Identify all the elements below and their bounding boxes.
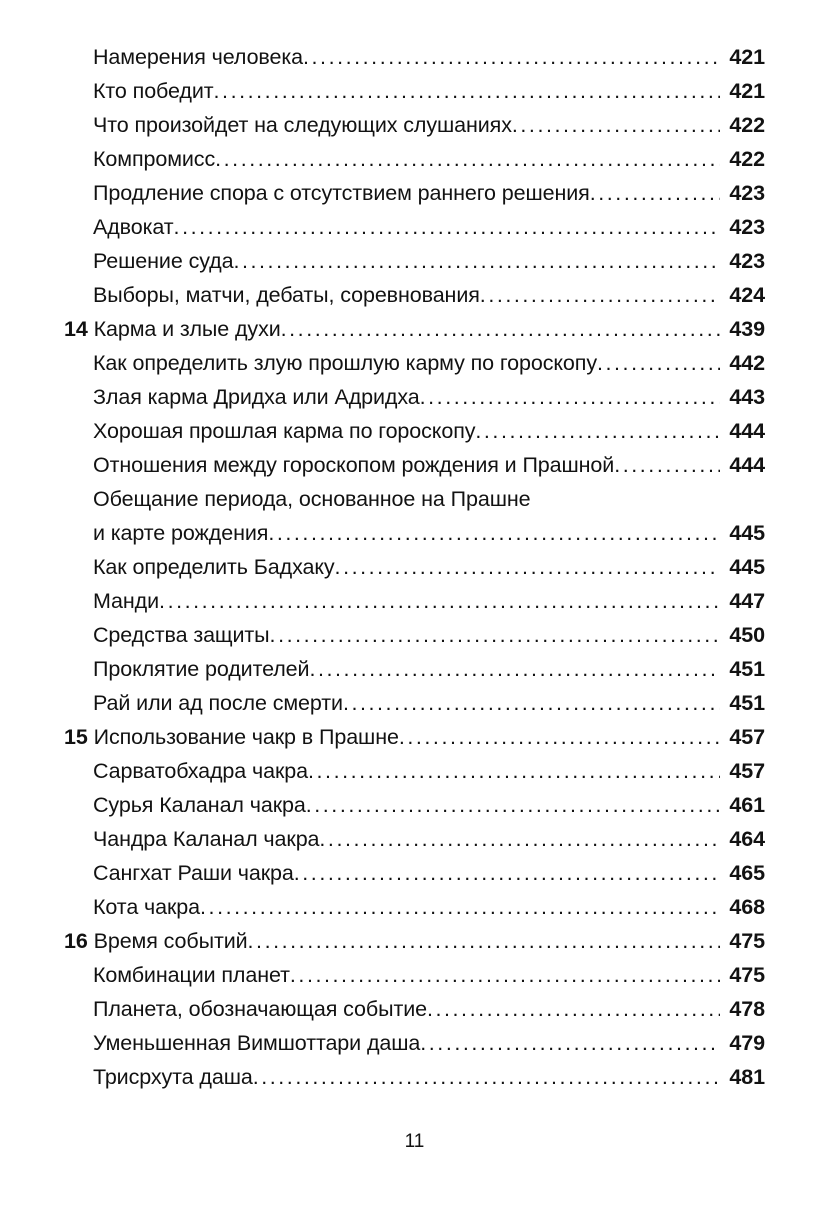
toc-section-entry[interactable] [0,346,829,380]
toc-entry-page-number: 450 [729,623,765,647]
toc-section-entry[interactable] [0,414,829,448]
dot-leader [290,965,720,987]
toc-entry-title: Средства защиты [93,623,270,647]
toc-entry-title: Рай или ад после смерти [93,691,343,715]
dot-leader [214,81,720,103]
dot-leader [343,693,720,715]
toc-section-entry[interactable] [0,686,829,720]
toc-entry-title: и карте рождения [93,521,269,545]
toc-entry-page-number: 443 [729,385,765,409]
toc-section-entry[interactable] [0,856,829,890]
toc-entry-page-number: 423 [729,249,765,273]
dot-leader [597,353,720,375]
toc-chapter-number: 16 [64,929,88,953]
toc-entry-page-number: 447 [729,589,765,613]
toc-entry-title: Выборы, матчи, дебаты, соревнования [93,283,480,307]
toc-entry-page-number: 451 [729,691,765,715]
toc-section-entry[interactable] [0,1026,829,1060]
toc-entry-page-number: 481 [729,1065,765,1089]
toc-section-entry[interactable] [0,584,829,618]
dot-leader [590,183,720,205]
dot-leader [475,421,720,443]
table-of-contents [0,40,829,1094]
dot-leader [303,47,720,69]
toc-entry-title: Хорошая прошлая карма по гороскопу [93,419,476,443]
toc-section-entry[interactable] [0,176,829,210]
toc-section-entry[interactable] [0,210,829,244]
toc-entry-page-number: 465 [729,861,765,885]
toc-section-entry[interactable] [0,618,829,652]
dot-leader [420,1033,720,1055]
dot-leader [399,727,720,749]
toc-entry-page-number: 423 [729,181,765,205]
toc-entry-title: Обещание периода, основанное на Прашне [93,487,531,511]
toc-chapter-number: 14 [64,317,88,341]
toc-entry-title: Компромисс [93,147,216,171]
dot-leader [512,115,720,137]
dot-leader [268,523,720,545]
toc-entry-page-number: 451 [729,657,765,681]
toc-entry-title: Как определить Бадхаку [93,555,335,579]
toc-entry-page-number: 423 [729,215,765,239]
toc-section-entry[interactable] [0,40,829,74]
toc-chapter-number: 15 [64,725,88,749]
toc-entry-title: Комбинации планет [93,963,290,987]
dot-leader [294,863,720,885]
toc-entry-title: Решение суда [93,249,234,273]
toc-section-entry[interactable] [0,278,829,312]
dot-leader [420,387,720,409]
toc-entry-title: Кто победит [93,79,214,103]
toc-entry-page-number: 464 [729,827,765,851]
dot-leader [308,761,720,783]
toc-entry-title: Намерения человека [93,45,303,69]
toc-entry-page-number: 445 [729,521,765,545]
toc-entry-title: Манди [93,589,160,613]
toc-section-entry[interactable] [0,550,829,584]
toc-entry-page-number: 475 [729,929,765,953]
dot-leader [335,557,720,579]
toc-entry-title: Трисрхута даша [93,1065,253,1089]
toc-entry-page-number: 457 [729,759,765,783]
dot-leader [159,591,720,613]
toc-entry-title: Планета, обозначающая событие [93,997,427,1021]
dot-leader [480,285,720,307]
toc-entry-page-number: 421 [729,79,765,103]
dot-leader [427,999,720,1021]
dot-leader [270,625,720,647]
toc-entry-title: Сарватобхадра чакра [93,759,308,783]
toc-chapter-entry[interactable] [0,312,829,346]
toc-entry-title: Кота чакра [93,895,201,919]
toc-section-entry[interactable] [0,74,829,108]
toc-entry-page-number: 424 [729,283,765,307]
dot-leader [309,659,720,681]
page-number: 11 [404,1131,425,1152]
toc-entry-page-number: 445 [729,555,765,579]
dot-leader [319,829,720,851]
dot-leader [306,795,720,817]
toc-section-entry[interactable] [0,482,829,516]
toc-entry-title: Сангхат Раши чакра [93,861,294,885]
toc-section-entry[interactable] [0,108,829,142]
toc-entry-title: Адвокат [93,215,174,239]
toc-entry-title: Уменьшенная Вимшоттари даша [93,1031,421,1055]
toc-entry-title: Что произойдет на следующих слушаниях [93,113,512,137]
toc-section-entry[interactable] [0,516,829,550]
toc-entry-page-number: 461 [729,793,765,817]
toc-section-entry[interactable] [0,652,829,686]
toc-section-entry[interactable] [0,244,829,278]
toc-entry-page-number: 468 [729,895,765,919]
dot-leader [233,251,720,273]
dot-leader [215,149,720,171]
toc-section-entry[interactable] [0,992,829,1026]
toc-section-entry[interactable] [0,788,829,822]
toc-entry-title: Как определить злую прошлую карму по гороскопу [93,351,597,375]
toc-entry-page-number: 422 [729,113,765,137]
toc-entry-title: Чандра Каланал чакра [93,827,320,851]
toc-entry-title: Карма и злые духи [93,317,281,341]
toc-section-entry[interactable] [0,754,829,788]
toc-chapter-entry[interactable] [0,720,829,754]
toc-entry-page-number: 479 [729,1031,765,1055]
toc-section-entry[interactable] [0,448,829,482]
toc-chapter-entry[interactable] [0,924,829,958]
toc-entry-page-number: 478 [729,997,765,1021]
dot-leader [281,319,720,341]
toc-entry-page-number: 442 [729,351,765,375]
toc-section-entry[interactable] [0,380,829,414]
toc-entry-title: Продление спора с отсутствием раннего решения [93,181,590,205]
toc-entry-page-number: 444 [729,453,765,477]
toc-entry-title: Злая карма Дридха или Адридха [93,385,420,409]
toc-section-entry[interactable] [0,1060,829,1094]
dot-leader [248,931,720,953]
toc-section-entry[interactable] [0,958,829,992]
toc-entry-page-number: 444 [729,419,765,443]
toc-entry-title: Проклятие родителей [93,657,310,681]
toc-entry-title: Сурья Каланал чакра [93,793,306,817]
toc-entry-page-number: 422 [729,147,765,171]
toc-entry-title: Время событий [93,929,248,953]
toc-section-entry[interactable] [0,890,829,924]
toc-section-entry[interactable] [0,142,829,176]
toc-entry-page-number: 439 [729,317,765,341]
dot-leader [253,1067,720,1089]
toc-entry-title: Использование чакр в Прашне [93,725,399,749]
toc-entry-page-number: 421 [729,45,765,69]
toc-entry-page-number: 475 [729,963,765,987]
dot-leader [614,455,720,477]
toc-entry-page-number: 457 [729,725,765,749]
dot-leader [174,217,720,239]
dot-leader [200,897,720,919]
toc-entry-title: Отношения между гороскопом рождения и Прашной [93,453,615,477]
toc-section-entry[interactable] [0,822,829,856]
